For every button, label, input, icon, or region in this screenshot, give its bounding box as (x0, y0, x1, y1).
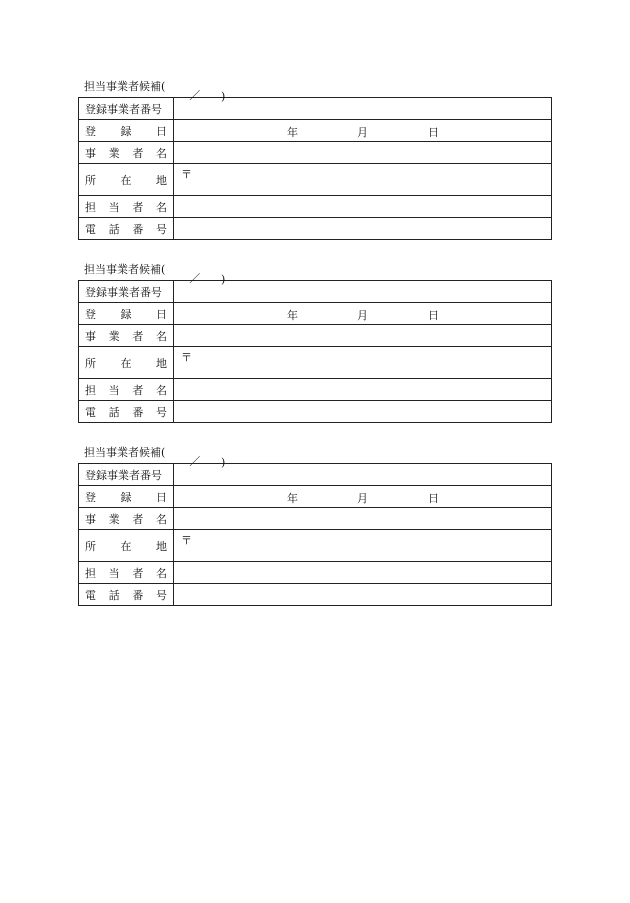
postal-mark: 〒 (181, 168, 192, 181)
label-phone-number: 電 話 番 号 (79, 401, 174, 423)
candidate-table (78, 463, 552, 606)
label-company-name: 事 業 者 名 (79, 508, 174, 530)
label-phone-number: 電 話 番 号 (79, 218, 174, 240)
field-phone-number[interactable] (174, 401, 552, 423)
year-unit: 年 (287, 126, 298, 139)
label-company-name: 事 業 者 名 (79, 142, 174, 164)
label-registration-date: 登 録 日 (79, 486, 174, 508)
label-registration-number: 登録事業者番号 (79, 281, 174, 303)
field-address[interactable] (174, 530, 552, 562)
title-slash: ／ (189, 272, 201, 285)
title-close-paren: ) (221, 456, 226, 469)
day-unit: 日 (428, 126, 439, 139)
label-registration-date: 登 録 日 (79, 120, 174, 142)
day-unit: 日 (428, 492, 439, 505)
block-title (84, 263, 226, 286)
row-contact-person (79, 196, 552, 218)
field-phone-number[interactable] (174, 218, 552, 240)
field-registration-date[interactable] (174, 120, 552, 142)
title-close-paren: ) (221, 273, 226, 286)
label-contact-person: 担 当 者 名 (79, 196, 174, 218)
row-registration-number (79, 464, 552, 486)
row-address (79, 347, 552, 379)
candidate-table (78, 280, 552, 423)
row-phone-number (79, 218, 552, 240)
row-registration-number (79, 98, 552, 120)
candidate-block-3 (78, 446, 551, 606)
row-registration-date (79, 486, 552, 508)
day-unit: 日 (428, 309, 439, 322)
title-slash: ／ (189, 455, 201, 468)
field-registration-number[interactable] (174, 98, 552, 120)
label-address: 所 在 地 (79, 164, 174, 196)
label-contact-person: 担 当 者 名 (79, 379, 174, 401)
label-address: 所 在 地 (79, 530, 174, 562)
label-registration-number: 登録事業者番号 (79, 98, 174, 120)
month-unit: 月 (357, 309, 368, 322)
field-registration-date[interactable] (174, 486, 552, 508)
row-company-name (79, 142, 552, 164)
month-unit: 月 (357, 126, 368, 139)
month-unit: 月 (357, 492, 368, 505)
row-company-name (79, 325, 552, 347)
block-title (84, 80, 226, 103)
label-company-name: 事 業 者 名 (79, 325, 174, 347)
row-address (79, 530, 552, 562)
block-title-text: 担当事業者候補( (84, 446, 166, 459)
field-address[interactable] (174, 164, 552, 196)
field-registration-number[interactable] (174, 281, 552, 303)
title-slash: ／ (189, 89, 201, 102)
row-contact-person (79, 562, 552, 584)
field-contact-person[interactable] (174, 562, 552, 584)
candidate-table (78, 97, 552, 240)
field-company-name[interactable] (174, 508, 552, 530)
block-title-text: 担当事業者候補( (84, 80, 166, 93)
label-registration-number: 登録事業者番号 (79, 464, 174, 486)
field-phone-number[interactable] (174, 584, 552, 606)
block-title (84, 446, 226, 469)
label-registration-date: 登 録 日 (79, 303, 174, 325)
field-company-name[interactable] (174, 142, 552, 164)
row-address (79, 164, 552, 196)
field-contact-person[interactable] (174, 379, 552, 401)
label-address: 所 在 地 (79, 347, 174, 379)
row-phone-number (79, 584, 552, 606)
row-company-name (79, 508, 552, 530)
label-phone-number: 電 話 番 号 (79, 584, 174, 606)
field-company-name[interactable] (174, 325, 552, 347)
candidate-block-1 (78, 80, 551, 240)
field-address[interactable] (174, 347, 552, 379)
block-title-text: 担当事業者候補( (84, 263, 166, 276)
label-contact-person: 担 当 者 名 (79, 562, 174, 584)
candidate-block-2 (78, 263, 551, 423)
row-phone-number (79, 401, 552, 423)
year-unit: 年 (287, 309, 298, 322)
title-close-paren: ) (221, 90, 226, 103)
row-registration-number (79, 281, 552, 303)
postal-mark: 〒 (181, 351, 192, 364)
row-contact-person (79, 379, 552, 401)
field-registration-number[interactable] (174, 464, 552, 486)
field-contact-person[interactable] (174, 196, 552, 218)
field-registration-date[interactable] (174, 303, 552, 325)
row-registration-date (79, 120, 552, 142)
year-unit: 年 (287, 492, 298, 505)
row-registration-date (79, 303, 552, 325)
postal-mark: 〒 (181, 534, 192, 547)
